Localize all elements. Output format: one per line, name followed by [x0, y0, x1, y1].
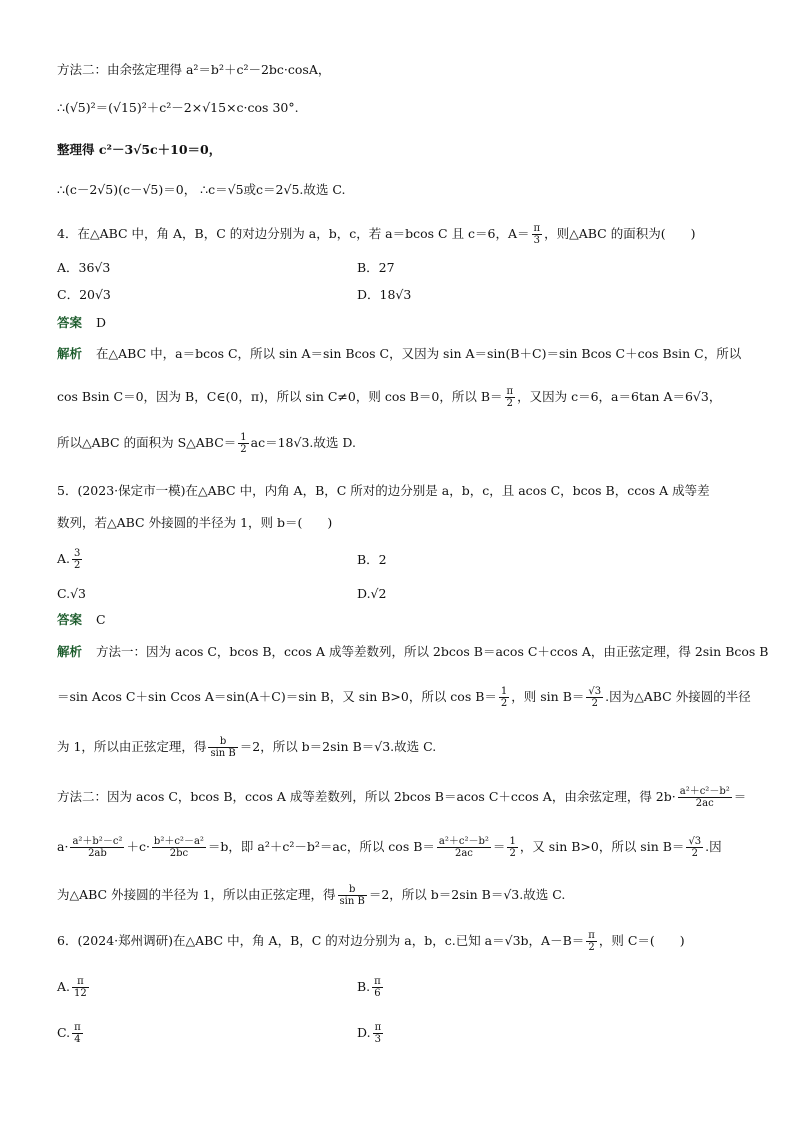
- q5-solution-line-5: a· $\frac{\text{a²＋b²－c²}}{2ab}$ ＋c· $\frac{\text{b²＋c²－a²}}{2bc}$ ＝b，即 a²＋c²－b²＝ac，所以 cos B＝ $\frac{\text{a²＋c²－b²}}{2ac}$ ＝ $\frac{1}{2}$ ，又 sin B>0，所以 sin B＝ $\frac{√3}{2}$ .因: [57, 836, 722, 859]
- q5-answer: 答案 C: [57, 612, 106, 627]
- method-two-line: 方法二：由余弦定理得 a²＝b²＋c²－2bc·cosA，: [57, 62, 331, 77]
- q5-solution-line-3: 为 1，所以由正弦定理，得 $\frac{b}{\text{sin B}}$ ＝2，所以 b＝2sin B＝√3.故选 C.: [57, 736, 437, 759]
- substitution-line: ∴(√5)²＝(√15)²＋c²－2×√15×c·cos 30°.: [57, 100, 299, 115]
- q4-answer: 答案 D: [57, 315, 107, 330]
- q5-solution-line-2: ＝sin Acos C＋sin Ccos A＝sin(A＋C)＝sin B，又 sin B>0，所以 cos B＝ $\frac{1}{2}$ ，则 sin B＝ $\frac{√3}{2}$ .因为△ABC 外接圆的半径: [57, 686, 751, 709]
- q5-option-a: A. $\frac{3}{2}$: [57, 548, 81, 571]
- q4-stem: 4．在△ABC 中，角 A，B，C 的对边分别为 a，b，c，若 a＝bcos C 且 c＝6，A＝ $\frac{\pi}{3}$ ，则△ABC 的面积为( ): [57, 223, 696, 246]
- q6-option-c: C. $\frac{\pi}{4}$: [57, 1022, 81, 1045]
- result-line: ∴(c－2√5)(c－√5)＝0， ∴c＝√5或c＝2√5.故选 C.: [57, 182, 346, 197]
- q5-solution-line-4: 方法二：因为 acos C，bcos B，ccos A 成等差数列，所以 2bcos B＝acos C＋ccos A，由余弦定理，得 2b· $\frac{\text{a²＋c²－b²}}{2ac}$ ＝: [57, 786, 747, 809]
- answer-label: 答案: [57, 315, 83, 330]
- solution-label: 解析: [57, 346, 83, 361]
- q4-solution-line-2: cos Bsin C＝0，因为 B，C∈(0，π)，所以 sin C≠0，则 cos B＝0，所以 B＝ $\frac{\pi}{2}$ ，又因为 c＝6，a＝6tan A＝6√3，: [57, 386, 722, 409]
- q6-option-d: D. $\frac{\pi}{3}$: [357, 1022, 382, 1045]
- fraction: $\frac{\pi}{3}$: [533, 223, 541, 246]
- q4-option-b: B．27: [357, 260, 395, 275]
- q4-option-a: A．36√3: [57, 260, 111, 275]
- q6-option-a: A. $\frac{\pi}{12}$: [57, 976, 87, 999]
- solution-label: 解析: [57, 644, 83, 659]
- q5-solution-line-1: 解析 方法一：因为 acos C，bcos B，ccos A 成等差数列，所以 2bcos B＝acos C＋ccos A，由正弦定理，得 2sin Bcos B: [57, 644, 769, 659]
- q4-option-d: D．18√3: [357, 287, 412, 302]
- simplify-line: 整理得 c²－3√5c＋10＝0，: [57, 142, 222, 157]
- answer-label: 答案: [57, 612, 83, 627]
- q4-option-c: C．20√3: [57, 287, 111, 302]
- q5-stem-line-1: 5．(2023·保定市一模)在△ABC 中，内角 A，B，C 所对的边分别是 a，b，c，且 acos C，bcos B，ccos A 成等差: [57, 483, 710, 498]
- q5-option-d: D.√2: [357, 586, 387, 601]
- q5-option-b: B．2: [357, 552, 387, 567]
- q6-stem: 6．(2024·郑州调研)在△ABC 中，角 A，B，C 的对边分别为 a，b，c.已知 a＝√3b，A－B＝ $\frac{\pi}{2}$ ，则 C＝( ): [57, 930, 685, 953]
- q4-solution-line-3: 所以△ABC 的面积为 S△ABC＝ $\frac{1}{2}$ ac＝18√3.故选 D.: [57, 432, 356, 455]
- q5-stem-line-2: 数列，若△ABC 外接圆的半径为 1，则 b＝( ): [57, 515, 333, 530]
- q4-solution-line-1: 解析 在△ABC 中，a＝bcos C，所以 sin A＝sin Bcos C，又因为 sin A＝sin(B＋C)＝sin Bcos C＋cos Bsin C，所以: [57, 346, 742, 361]
- q5-option-c: C.√3: [57, 586, 87, 601]
- q5-solution-line-6: 为△ABC 外接圆的半径为 1，所以由正弦定理，得 $\frac{b}{\text{sin B}}$ ＝2，所以 b＝2sin B＝√3.故选 C.: [57, 884, 566, 907]
- q6-option-b: B. $\frac{\pi}{6}$: [357, 976, 381, 999]
